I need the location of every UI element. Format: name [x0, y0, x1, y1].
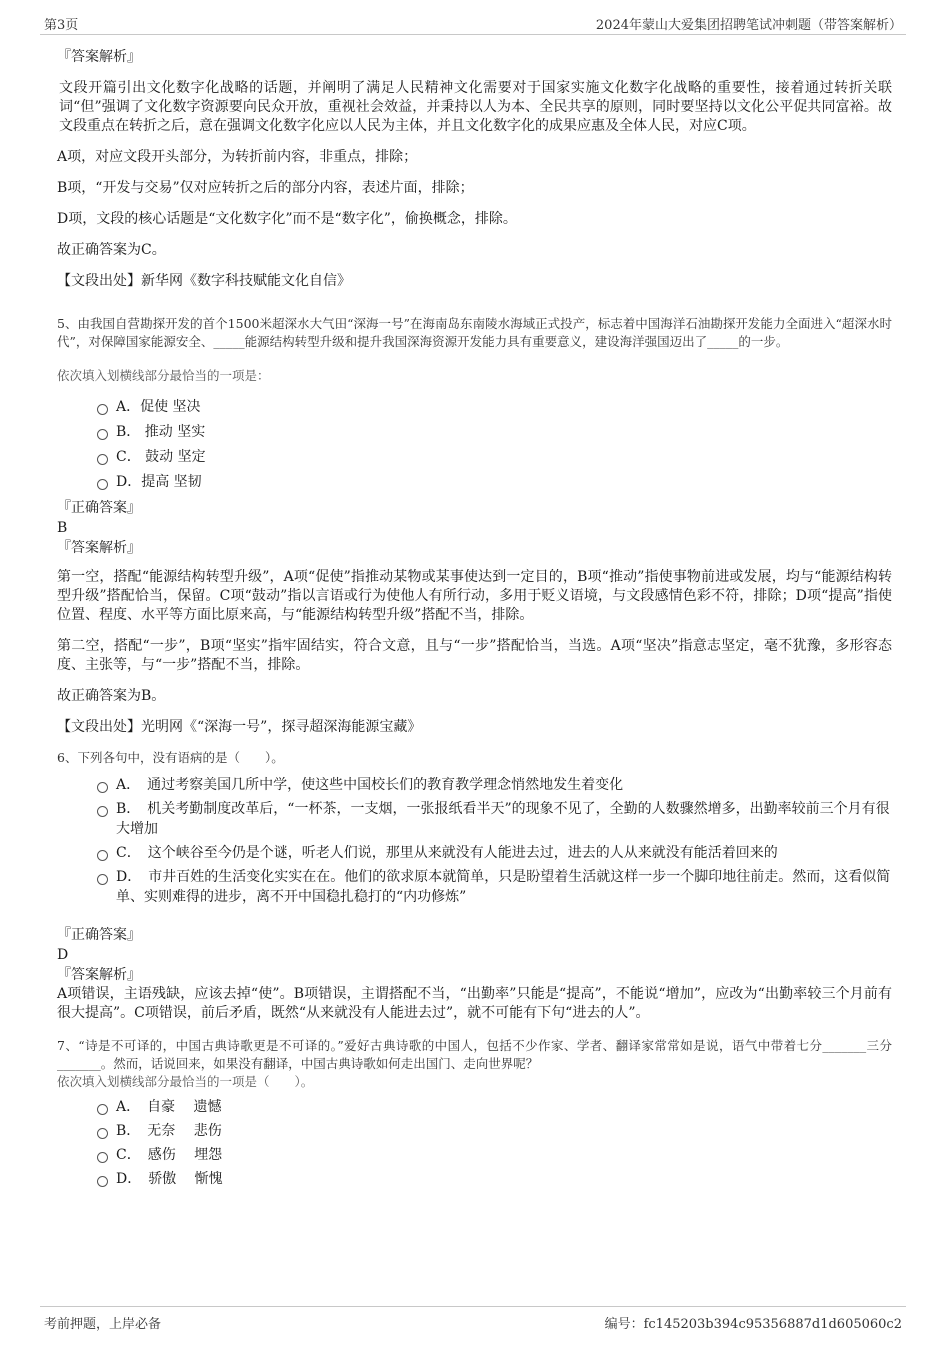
source-citation: 【文段出处】光明网《“深海一号”，探寻超深海能源宝藏》: [57, 719, 422, 735]
correct-answer-label: 『正确答案』: [57, 927, 141, 943]
option-c[interactable]: C． 这个峡谷至今仍是个谜，听老人们说，那里从来就没有人能进去过，进去的人从来就没有能活着回来的: [95, 843, 892, 863]
option-b[interactable]: B． 无奈 悲伤: [95, 1121, 892, 1141]
source-citation: 【文段出处】新华网《数字科技赋能文化自信》: [57, 273, 351, 289]
radio-icon[interactable]: [97, 1152, 108, 1163]
analysis-label: 『答案解析』: [57, 540, 141, 556]
radio-icon[interactable]: [97, 1128, 108, 1139]
analysis-paragraph: 第一空，搭配“能源结构转型升级”，A项“促使”指推动某物或某事使达到一定目的，B项“推动”指使事物前进或发展，均与“能源结构转型升级”搭配恰当，保留。C项“鼓动”指以言语或行为使他人有所行动，多用于贬义语境，与文段感情色彩不符，排除；D项“提高”指使位置、程度、水平等方面比原来高，与“能源结构转型升级”搭配不当，排除。: [57, 569, 892, 623]
option-d[interactable]: D．提高 坚韧: [95, 472, 892, 492]
analysis-paragraph: B项，“开发与交易”仅对应转折之后的部分内容，表述片面，排除；: [57, 180, 474, 196]
analysis-paragraph: 第二空，搭配“一步”，B项“坚实”指牢固结实，符合文意，且与“一步”搭配恰当，当选。A项“坚决”指意志坚定，毫不犹豫，多形容态度、主张等，与“一步”搭配不当，排除。: [57, 638, 892, 673]
radio-icon[interactable]: [97, 454, 108, 465]
option-a[interactable]: A． 通过考察美国几所中学，使这些中国校长们的教育教学理念悄然地发生着变化: [95, 775, 892, 795]
option-d[interactable]: D． 市井百姓的生活变化实实在在。他们的欲求原本就简单，只是盼望着生活就这样一步一个脚印地往前走。然而，这看似简单、实则难得的进步，离不开中国稳扎稳打的“内功修炼”: [95, 867, 892, 907]
prev-question-analysis: [57, 47, 892, 291]
question-instruction: 依次填入划横线部分最恰当的一项是：: [57, 368, 270, 383]
question-instruction: 依次填入划横线部分最恰当的一项是（ ）。: [57, 1074, 314, 1089]
option-a[interactable]: A． 自豪 遗憾: [95, 1097, 892, 1117]
option-list: [57, 1097, 892, 1189]
radio-icon[interactable]: [97, 1176, 108, 1187]
radio-icon[interactable]: [97, 479, 108, 490]
radio-icon[interactable]: [97, 404, 108, 415]
option-c[interactable]: C． 鼓动 坚定: [95, 447, 892, 467]
document-title: 2024年蒙山大爱集团招聘笔试冲刺题（带答案解析）: [595, 18, 902, 33]
radio-icon[interactable]: [97, 429, 108, 440]
correct-answer: D: [57, 947, 69, 963]
question-stem: 5、由我国自营勘探开发的首个1500米超深水大气田“深海一号”在海南岛东南陵水海域正式投产，标志着中国海洋石油勘探开发能力全面进入“超深水时代”，对保障国家能源安全、_____能源结构转型升级和提升我国深海资源开发能力具有重要意义，建设海洋强国迈出了_____的一步。: [57, 316, 892, 349]
option-b[interactable]: B． 机关考勤制度改革后，“一杯茶，一支烟，一张报纸看半天”的现象不见了，全勤的人数骤然增多，出勤率较前三个月有很大增加: [95, 799, 892, 839]
option-d[interactable]: D． 骄傲 惭愧: [95, 1169, 892, 1189]
question-5: [57, 315, 892, 737]
page-header: [40, 12, 906, 35]
option-b[interactable]: B． 推动 坚实: [95, 422, 892, 442]
option-a[interactable]: A．促使 坚决: [95, 397, 892, 417]
document-serial: 编号：fc145203b394c95356887d1d605060c2: [604, 1317, 902, 1332]
option-c[interactable]: C． 感伤 埋怨: [95, 1145, 892, 1165]
option-list: [57, 775, 892, 907]
question-7: [57, 1037, 892, 1189]
radio-icon[interactable]: [97, 850, 108, 861]
analysis-paragraph: A项错误，主语残缺，应该去掉“使”。B项错误，主谓搭配不当，“出勤率”只能是“提高”，不能说“增加”，应改为“出勤率较三个月前有很大提高”。C项错误，前后矛盾，既然“从来就没有人能进去过”，就不可能有下句“进去的人”。: [57, 986, 892, 1021]
radio-icon[interactable]: [97, 1104, 108, 1115]
analysis-paragraph: 文段开篇引出文化数字化战略的话题，并阐明了满足人民精神文化需要对于国家实施文化数字化战略的重要性，接着通过转折关联词“但”强调了文化数字资源要向民众开放，重视社会效益，并秉持以人为本、全民共享的原则，同时要坚持以文化公平促共同富裕。故文段重点在转折之后，意在强调文化数字化应以人民为主体，并且文化数字化的成果应惠及全体人民，对应C项。: [59, 80, 892, 134]
page-content: [57, 46, 892, 1189]
radio-icon[interactable]: [97, 782, 108, 793]
answer-statement: 故正确答案为C。: [57, 242, 166, 258]
page-number: 第3页: [44, 18, 79, 33]
analysis-label: 『答案解析』: [57, 967, 141, 983]
answer-statement: 故正确答案为B。: [57, 688, 166, 704]
radio-icon[interactable]: [97, 806, 108, 817]
correct-answer: B: [57, 520, 68, 536]
correct-answer-label: 『正确答案』: [57, 500, 141, 516]
analysis-label: 『答案解析』: [57, 49, 141, 65]
analysis-paragraph: A项，对应文段开头部分，为转折前内容，非重点，排除；: [57, 149, 418, 165]
question-stem: 7、“诗是不可译的，中国古典诗歌更是不可译的。”爱好古典诗歌的中国人，包括不少作家、学者、翻译家常常如是说，语气中带着七分_______三分_______。然而，话说回来，如果没有翻译，中国古典诗歌如何走出国门、走向世界呢？: [57, 1038, 892, 1071]
question-6: [57, 749, 892, 1023]
footer-slogan: 考前押题，上岸必备: [44, 1317, 162, 1332]
analysis-paragraph: D项，文段的核心话题是“文化数字化”而不是“数字化”，偷换概念，排除。: [57, 211, 517, 227]
radio-icon[interactable]: [97, 874, 108, 885]
option-list: [57, 397, 892, 492]
page-footer: [40, 1306, 906, 1331]
question-stem: 6、下列各句中，没有语病的是（ ）。: [57, 750, 284, 765]
